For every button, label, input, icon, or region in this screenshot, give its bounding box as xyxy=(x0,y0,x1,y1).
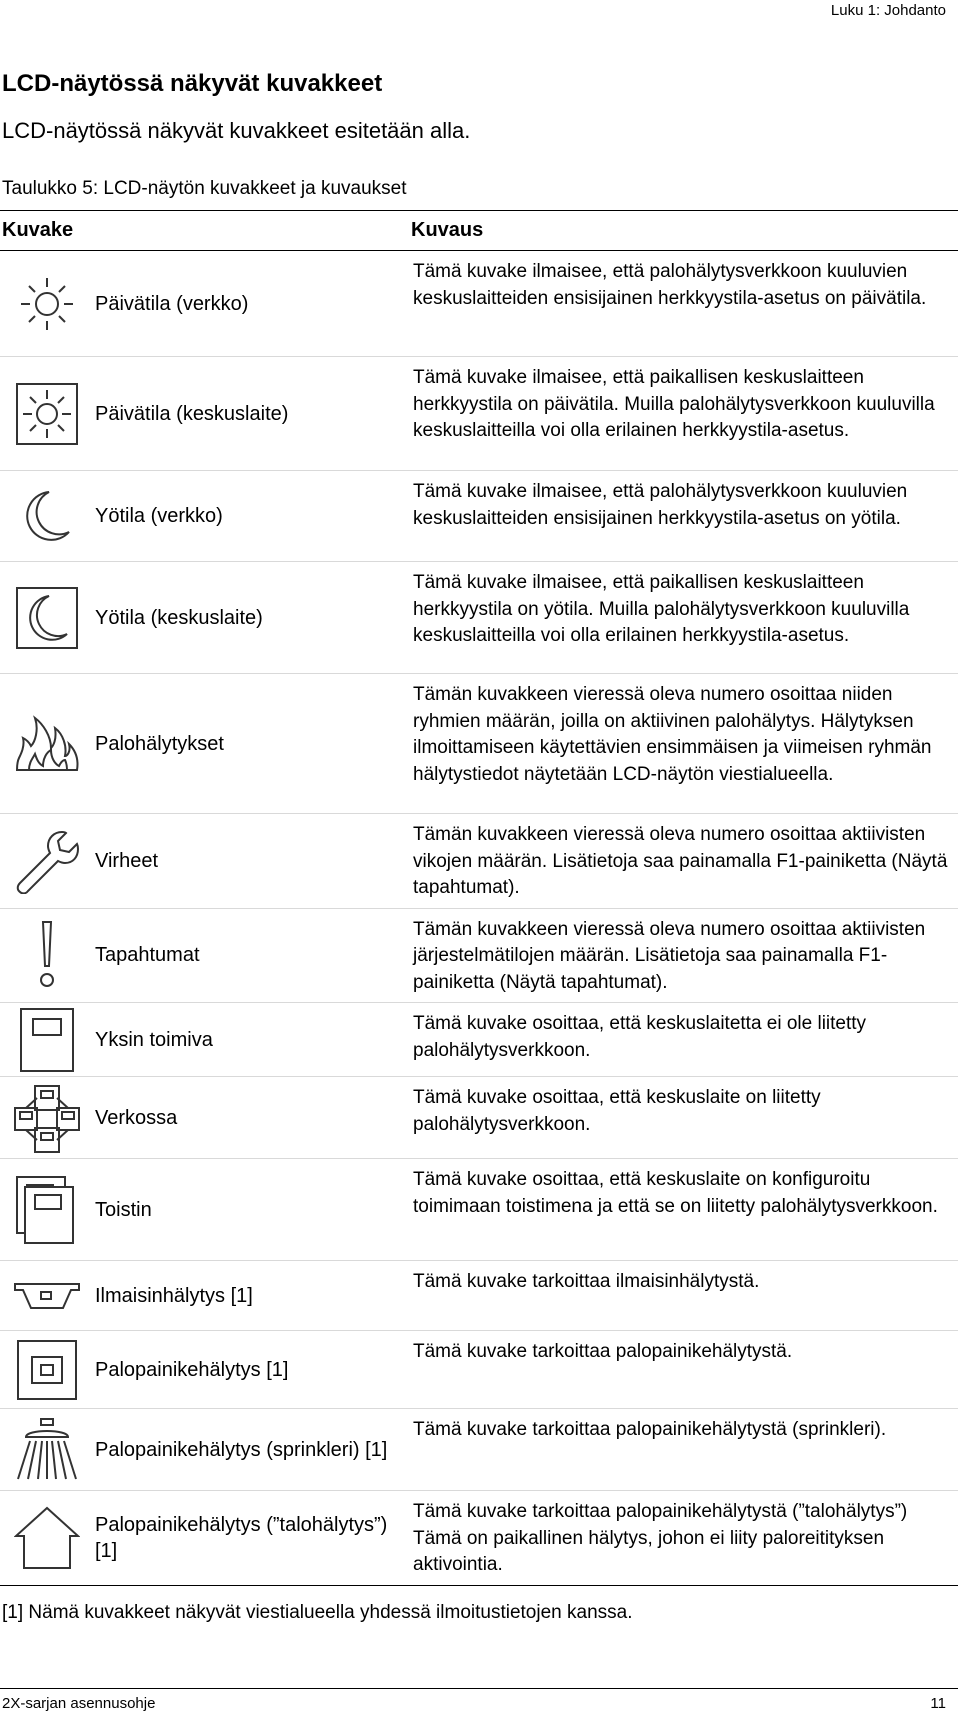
icon-description: Tämä kuvake tarkoittaa ilmaisinhälytystä. xyxy=(409,1261,958,1331)
footer-doc-title: 2X-sarjan asennusohje xyxy=(2,1695,156,1712)
icon-name: Yötila (keskuslaite) xyxy=(94,562,409,674)
icon-description: Tämä kuvake osoittaa, että keskuslaitetta ei ole liitetty palohälytysverkkoon. xyxy=(409,1003,958,1077)
icon-name: Yötila (verkko) xyxy=(94,471,409,562)
icon-name: Palohälytykset xyxy=(94,674,409,814)
footer-divider xyxy=(0,1688,958,1689)
icon-description: Tämä kuvake tarkoittaa palopainikehälytystä (”talohälytys”) Tämä on paikallinen hälytys, johon ei liity paloreitityksen aktivointia. xyxy=(409,1491,958,1586)
standalone-panel-icon xyxy=(19,1007,75,1073)
table-row xyxy=(0,1159,958,1261)
table-footnote: [1] Nämä kuvakkeet näkyvät viestialueella yhdessä ilmoitustietojen kanssa. xyxy=(2,1602,633,1623)
icon-description: Tämä kuvake osoittaa, että keskuslaite on liitetty palohälytysverkkoon. xyxy=(409,1077,958,1159)
sun-boxed-icon xyxy=(15,382,79,446)
icon-name: Päivätila (verkko) xyxy=(94,251,409,357)
icon-description: Tämä kuvake ilmaisee, että paikallisen keskuslaitteen herkkyystila on päivätila. Muilla palohälytysverkkoon kuuluvilla keskuslaitteilla voi olla erilainen herkkyystila-asetus. xyxy=(409,357,958,471)
icon-name: Palopainikehälytys (”talohälytys”) [1] xyxy=(94,1491,409,1586)
sun-icon xyxy=(17,274,77,334)
network-icon xyxy=(11,1082,83,1154)
table-row xyxy=(0,1331,958,1409)
table-caption: Taulukko 5: LCD-näytön kuvakkeet ja kuvaukset xyxy=(2,178,407,199)
page-number: 11 xyxy=(930,1695,946,1712)
house-icon xyxy=(14,1504,80,1572)
header-icon-col: Kuvake xyxy=(0,211,409,251)
header-desc-col: Kuvaus xyxy=(409,211,958,251)
table-row xyxy=(0,357,958,471)
icon-name: Toistin xyxy=(94,1159,409,1261)
table-row xyxy=(0,251,958,357)
table-row xyxy=(0,1491,958,1586)
icon-name: Tapahtumat xyxy=(94,908,409,1003)
icon-description: Tämä kuvake tarkoittaa palopainikehälytystä. xyxy=(409,1331,958,1409)
chapter-header: Luku 1: Johdanto xyxy=(830,2,946,19)
sprinkler-icon xyxy=(14,1417,80,1483)
table-row xyxy=(0,674,958,814)
icon-description: Tämä kuvake ilmaisee, että palohälytysverkkoon kuuluvien keskuslaitteiden ensisijainen herkkyystila-asetus on yötila. xyxy=(409,471,958,562)
table-row xyxy=(0,471,958,562)
icon-description: Tämä kuvake osoittaa, että keskuslaite on konfiguroitu toimimaan toistimena ja että se on liitetty palohälytysverkkoon. xyxy=(409,1159,958,1261)
table-row xyxy=(0,1409,958,1491)
moon-icon xyxy=(19,486,75,546)
exclamation-icon xyxy=(35,920,59,990)
moon-boxed-icon xyxy=(15,586,79,650)
intro-text: LCD-näytössä näkyvät kuvakkeet esitetään alla. xyxy=(2,118,471,143)
icon-name: Ilmaisinhälytys [1] xyxy=(94,1261,409,1331)
table-row xyxy=(0,908,958,1003)
flame-icon xyxy=(13,714,81,774)
icon-description: Tämä kuvake tarkoittaa palopainikehälytystä (sprinkleri). xyxy=(409,1409,958,1491)
icon-name: Päivätila (keskuslaite) xyxy=(94,357,409,471)
table-row xyxy=(0,814,958,909)
table-header-row xyxy=(0,211,958,251)
icon-description: Tämä kuvake ilmaisee, että palohälytysverkkoon kuuluvien keskuslaitteiden ensisijainen herkkyystila-asetus on päivätila. xyxy=(409,251,958,357)
icon-description: Tämän kuvakkeen vieressä oleva numero osoittaa aktiivisten järjestelmätilojen määrän. Lisätietoja saa painamalla F1-painiketta (Näytä tapahtumat). xyxy=(409,908,958,1003)
icon-name: Verkossa xyxy=(94,1077,409,1159)
icon-name: Virheet xyxy=(94,814,409,909)
section-title: LCD-näytössä näkyvät kuvakkeet xyxy=(2,70,383,97)
icon-name: Palopainikehälytys (sprinkleri) [1] xyxy=(94,1409,409,1491)
icon-description: Tämän kuvakkeen vieressä oleva numero osoittaa aktiivisten vikojen määrän. Lisätietoja saa painamalla F1-painiketta (Näytä tapahtumat). xyxy=(409,814,958,909)
table-row xyxy=(0,1003,958,1077)
table-row xyxy=(0,562,958,674)
icon-table xyxy=(0,210,958,1586)
call-point-icon xyxy=(16,1339,78,1401)
detector-icon xyxy=(13,1280,81,1312)
icon-description: Tämän kuvakkeen vieressä oleva numero osoittaa niiden ryhmien määrän, joilla on aktiivinen palohälytys. Hälytyksen ilmoittamiseen käytettävien ensimmäisen ja viimeisen ryhmän hälytystiedot näytetään LCD-näytön viestialueella. xyxy=(409,674,958,814)
table-row xyxy=(0,1077,958,1159)
repeater-icon xyxy=(15,1175,79,1245)
icon-name: Palopainikehälytys [1] xyxy=(94,1331,409,1409)
icon-name: Yksin toimiva xyxy=(94,1003,409,1077)
table-row xyxy=(0,1261,958,1331)
wrench-icon xyxy=(14,828,80,894)
icon-description: Tämä kuvake ilmaisee, että paikallisen keskuslaitteen herkkyystila on yötila. Muilla palohälytysverkkoon kuuluvilla keskuslaitteilla voi olla erilainen herkkyystila-asetus. xyxy=(409,562,958,674)
